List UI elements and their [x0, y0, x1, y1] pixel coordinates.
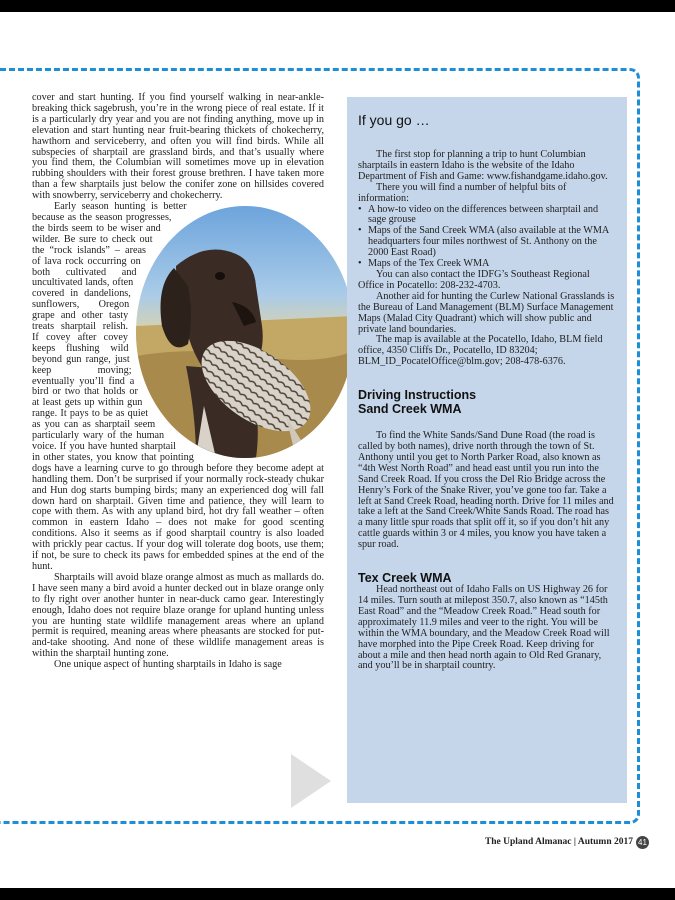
sidebar-paragraph: There you will find a number of helpful bits of information: [358, 181, 567, 204]
tex-creek-heading: Tex Creek WMA [358, 571, 452, 586]
article-paragraph: Early season hunting is better because as the season progresses, the birds seem to be wiser and wilder. Be sure to check out the “rock islands” – areas of lava rock occurring on both cultivated and uncultivated lands, often covered in dandelions, sunflowers, Oregon grape and other tasty treats sharptail relish. If covey after covey keeps flushing wild beyond gun range, just keep moving; eventually you’ll find a bird or two that holds or at least gets up within gun range. It pays to be as quiet as you can as sharptail seem particularly wary of the human voice. If you have hunted sharptail in other states, you know that pointing dogs have a learning curve to go through before they become adept at handling them. Don’t be surprised if your normally rock-steady chukar and Hun dog starts bumping birds; many an experienced dog will fall down hard on sharptail. Given time and patience, they will learn to cope with them. As with any upland bird, hot dry fall weather – often common in eastern Idaho – does not make for good scenting conditions. Also it seems as if good sharptail country is also loaded with prickly pear cactus. If your dog will tolerate dog boots, use them; if not, be sure to check its paws for embedded spines at the end of the hunt. [32, 202, 324, 573]
sidebar-paragraph: The map is available at the Pocatello, Idaho, BLM field office, 4350 Cliffs Dr., Pocatello, ID 83204; BLM_ID_PocatelOffice@blm.gov; 208-478-6376. [358, 334, 603, 368]
sidebar-paragraph: To find the White Sands/Sand Dune Road (the road is called by both names), drive north through the town of St. Anthony until you get to North Parker Road, also known as “4th West North Road” and head east until you run into the Sand Creek Road. If you cross the Del Rio Bridge across the Henry’s Fork of the Snake River, you’ve gone too far. Take a left at Sand Creek Road, heading north. Drive for 11 miles and take a left at the Sand Creek/White Sands Road. The road has a many little spur roads that split off it, so if you don’t hit any cattle guards within 3 or 4 miles, you know you have taken a spur road. [358, 430, 614, 551]
article-paragraph: One unique aspect of hunting sharptails in Idaho is sage [54, 659, 282, 671]
article-paragraph: Sharptails will avoid blaze orange almost as much as mallards do. I have seen many a bird avoid a hunter decked out in blaze orange only to fly right over another hunter in near-duck camo gear. Interestingly enough, Idaho does not require blaze orange for upland hunting unless you are hunting state wildlife management areas where an upland permit is required, meaning areas where pheasants are stocked for put-and-take shooting. And none of these wildlife management areas is within the sharptail hunting zone. [32, 571, 324, 660]
driving-heading: Driving Instructions [358, 388, 477, 403]
sidebar-paragraph: You can also contact the IDFG’s Southeast Regional Office in Pocatello: 208-232-4703. [358, 268, 590, 291]
sidebar-paragraph: The first stop for planning a trip to hunt Columbian sharptails in eastern Idaho is the website of the Idaho Department of Fish and Game: www.fishandgame.idaho.gov. [358, 149, 608, 182]
footer-publication: The Upland Almanac | Autumn 2017 [484, 837, 633, 847]
sand-creek-heading: Sand Creek WMA [358, 402, 462, 417]
chevron-right-icon [291, 754, 331, 808]
bottom-bar [0, 888, 675, 900]
info-list [358, 205, 615, 270]
article-paragraph: cover and start hunting. If you find yourself walking in near-ankle-breaking thick sagebrush, you’re in the wrong piece of real estate. If it is a particularly dry year and you are not finding anything, move up in elevation and start hunting near fruit-bearing thickets of chokecherry, hawthorn and serviceberry, and often you will find birds. While all subspecies of sharptail are grassland birds, and that’s usually where you find them, the Columbian will sometimes move up in elevation rubbing shoulders with their forest grouse brethren. I have taken more than a few sharptails just below the conifer zone on hillsides covered with snowberry, serviceberry and chokecherry. [32, 92, 324, 202]
next-page-arrow[interactable] [287, 752, 335, 810]
sidebar-title: If you go … [358, 112, 430, 128]
list-item: • Maps of the Tex Creek WMA [358, 259, 615, 270]
dog-photo [136, 206, 354, 458]
article-body [32, 93, 324, 813]
sidebar-paragraph: Head northeast out of Idaho Falls on US Highway 26 for 14 miles. Turn south at milepost 350.7, also known as “145th East Road” and the “Meadow Creek Road.” Head south for approximately 11.9 miles and veer to the right. You will be within the WMA boundary, and the Meadow Creek Road will have morphed into the Pipe Creek Road. Keep driving for about a mile and then head north again to Old Red Granary, and you’ll be in sharptail country. [358, 584, 610, 672]
page-number: 41 [636, 836, 649, 849]
sidebar-paragraph: Another aid for hunting the Curlew National Grasslands is the Bureau of Land Management (BLM) Surface Management Maps (Malad City Quadrant) which will show public and private land boundaries. [358, 290, 615, 335]
if-you-go-sidebar [347, 97, 627, 803]
list-item: • A how-to video on the differences between sharptail and sage grouse [358, 205, 615, 227]
list-item: • Maps of the Sand Creek WMA (also available at the WMA headquarters four miles northwest of St. Anthony on the 2000 East Road) [358, 226, 615, 259]
top-bar [0, 0, 675, 12]
